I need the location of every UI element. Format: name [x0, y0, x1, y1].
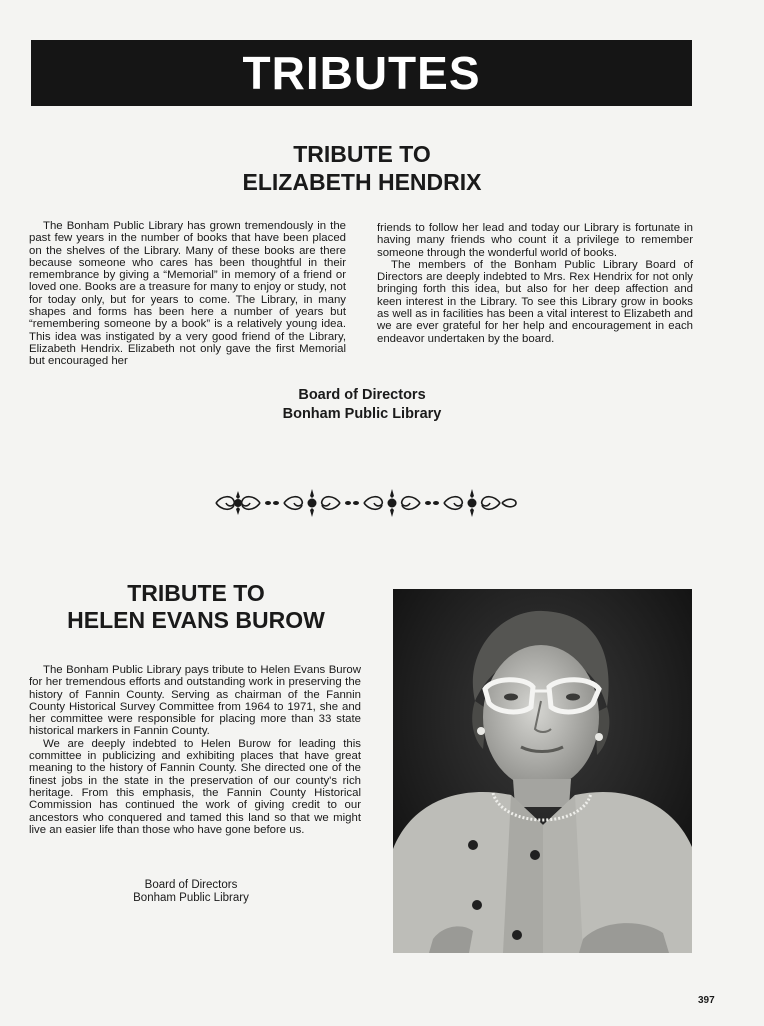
page-number: 397 [698, 995, 715, 1006]
tribute-burow-heading [40, 580, 352, 634]
tribute-burow-title-line2: HELEN EVANS BUROW [67, 607, 325, 633]
tribute-burow-title-line1: TRIBUTE TO [127, 580, 265, 606]
tribute-burow-signature [96, 879, 286, 904]
signature-line2: Bonham Public Library [282, 406, 442, 422]
tribute-burow-paragraph: We are deeply indebted to Helen Burow for leading this committee in publicizing and exhibiting places that have great meaning to the history of Fannin County. She directed one of the finest jobs in the state in the preservation of our county's rich heritage. From this emphasis, the Fannin County Historical Commission has continued the work of giving credit to our ancestors who conquered and tamed this land so that we might live an easier life than those who have gone before us. [29, 737, 361, 836]
portrait-photo [393, 589, 692, 953]
tribute-hendrix-column-left [29, 220, 346, 368]
tribute-hendrix-column-right [377, 222, 693, 345]
tribute-hendrix-heading [160, 140, 564, 196]
tribute-burow-paragraph: The Bonham Public Library pays tribute to Helen Evans Burow for her tremendous efforts and outstanding work in preserving the history of Fannin County. Serving as chairman of the Fannin County Historical Survey Committee from 1964 to 1971, she and her committee were responsible for placing more than 33 state historical markers in Fannin County. [29, 664, 361, 738]
tribute-hendrix-paragraph: The Bonham Public Library has grown tremendously in the past few years in the number of books that have been placed on the shelves of the Library. Many of these books are there because someone who cares has been thoughtful in their remembrance by giving a “Memorial” in memory of a friend or loved one. Books are a treasure for many to enjoy or study, not for today only, but for years to come. The Library, in many shapes and forms has been here a number of years but “remembering someone by a book” is a relatively young idea. This idea was instigated by a very good friend of the Library, Elizabeth Hendrix. Elizabeth not only gave the first Memorial but encouraged her [29, 220, 347, 368]
banner-title: TRIBUTES [242, 47, 481, 99]
tribute-hendrix-signature [231, 386, 493, 424]
portrait-photo-icon [393, 589, 692, 953]
signature-line2: Bonham Public Library [133, 891, 249, 904]
signature-line1: Board of Directors [298, 387, 426, 403]
tribute-hendrix-title-line2: ELIZABETH HENDRIX [242, 169, 482, 195]
scroll-ornament-icon [212, 486, 520, 520]
tribute-hendrix-paragraph: The members of the Bonham Public Library Board of Directors are deeply indebted to Mrs. Rex Hendrix for not only bringing forth this idea, but also for her deep affection and keen interest in the Library. To see this Library grow in books as well as in facilities has been a vital interest to Elizabeth and we are ever grateful for her help and encouragement in each endeavor undertaken by the board. [377, 258, 693, 345]
tribute-hendrix-title-line1: TRIBUTE TO [293, 141, 431, 167]
tribute-hendrix-paragraph-continued: friends to follow her lead and today our Library is fortunate in having many friends who count it a privilege to remember someone through the wonderful world of books. [377, 222, 693, 259]
tribute-burow-body [29, 664, 361, 836]
tributes-banner [31, 40, 692, 106]
signature-line1: Board of Directors [144, 879, 238, 891]
